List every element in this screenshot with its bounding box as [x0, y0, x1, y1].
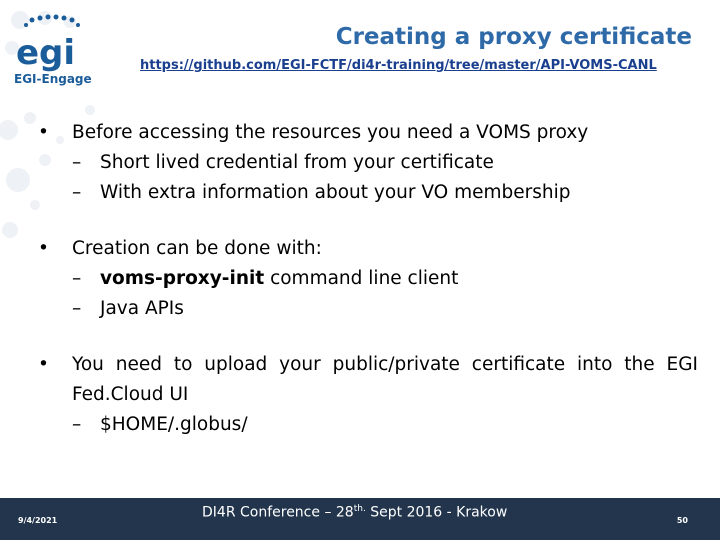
bullet-text: Before accessing the resources you need a VOMS proxy: [72, 122, 589, 143]
conference-text-end: Sept 2016 - Krakow: [365, 504, 508, 521]
svg-text:egi: egi: [16, 33, 76, 72]
bullet-item: [38, 118, 698, 148]
command-name: voms-proxy-init: [100, 268, 265, 289]
logo-caption: EGI-Engage: [14, 72, 92, 86]
sub-bullet-dash: –: [72, 182, 82, 203]
sub-bullet-item: [38, 410, 698, 440]
repo-link[interactable]: https://github.com/EGI-FCTF/di4r-training/tree/master/API-VOMS-CANL: [140, 58, 657, 73]
sub-bullet-text: With extra information about your VO membership: [100, 182, 571, 203]
footer-date: 9/4/2021: [18, 516, 58, 525]
conference-superscript: th.: [353, 504, 366, 514]
sub-bullet-item: [38, 294, 698, 324]
sub-bullet-item: [38, 264, 698, 294]
page-number: 50: [676, 516, 688, 525]
sub-bullet-text: Short lived credential from your certificate: [100, 152, 494, 173]
sub-bullet-text: Java APIs: [100, 298, 184, 319]
bullet-dot: •: [38, 238, 49, 259]
sub-bullet-dash: –: [72, 298, 82, 319]
sub-bullet-item: [38, 178, 698, 208]
sub-bullet-dash: –: [72, 268, 82, 289]
bullet-item: [38, 234, 698, 264]
bullet-dot: •: [38, 354, 49, 375]
sub-bullet-dash: –: [72, 414, 82, 435]
sub-bullet-text: command line client: [264, 268, 459, 289]
sub-bullet-text: $HOME/.globus/: [100, 414, 248, 435]
bullet-dot: •: [38, 122, 49, 143]
bullet-text: You need to upload your public/private certificate into the EGI Fed.Cloud UI: [72, 354, 698, 405]
bullet-text: Creation can be done with:: [72, 238, 322, 259]
footer-conference: [202, 504, 507, 521]
sub-bullet-item: [38, 148, 698, 178]
egi-logo-mark: [10, 12, 102, 72]
egi-logo: [10, 12, 102, 92]
slide-footer: [0, 498, 720, 540]
bullet-item: [38, 350, 698, 410]
conference-text: DI4R Conference – 28: [202, 504, 354, 521]
slide-title: Creating a proxy certificate: [335, 24, 692, 50]
sub-bullet-dash: –: [72, 152, 82, 173]
slide-content: [38, 118, 698, 440]
